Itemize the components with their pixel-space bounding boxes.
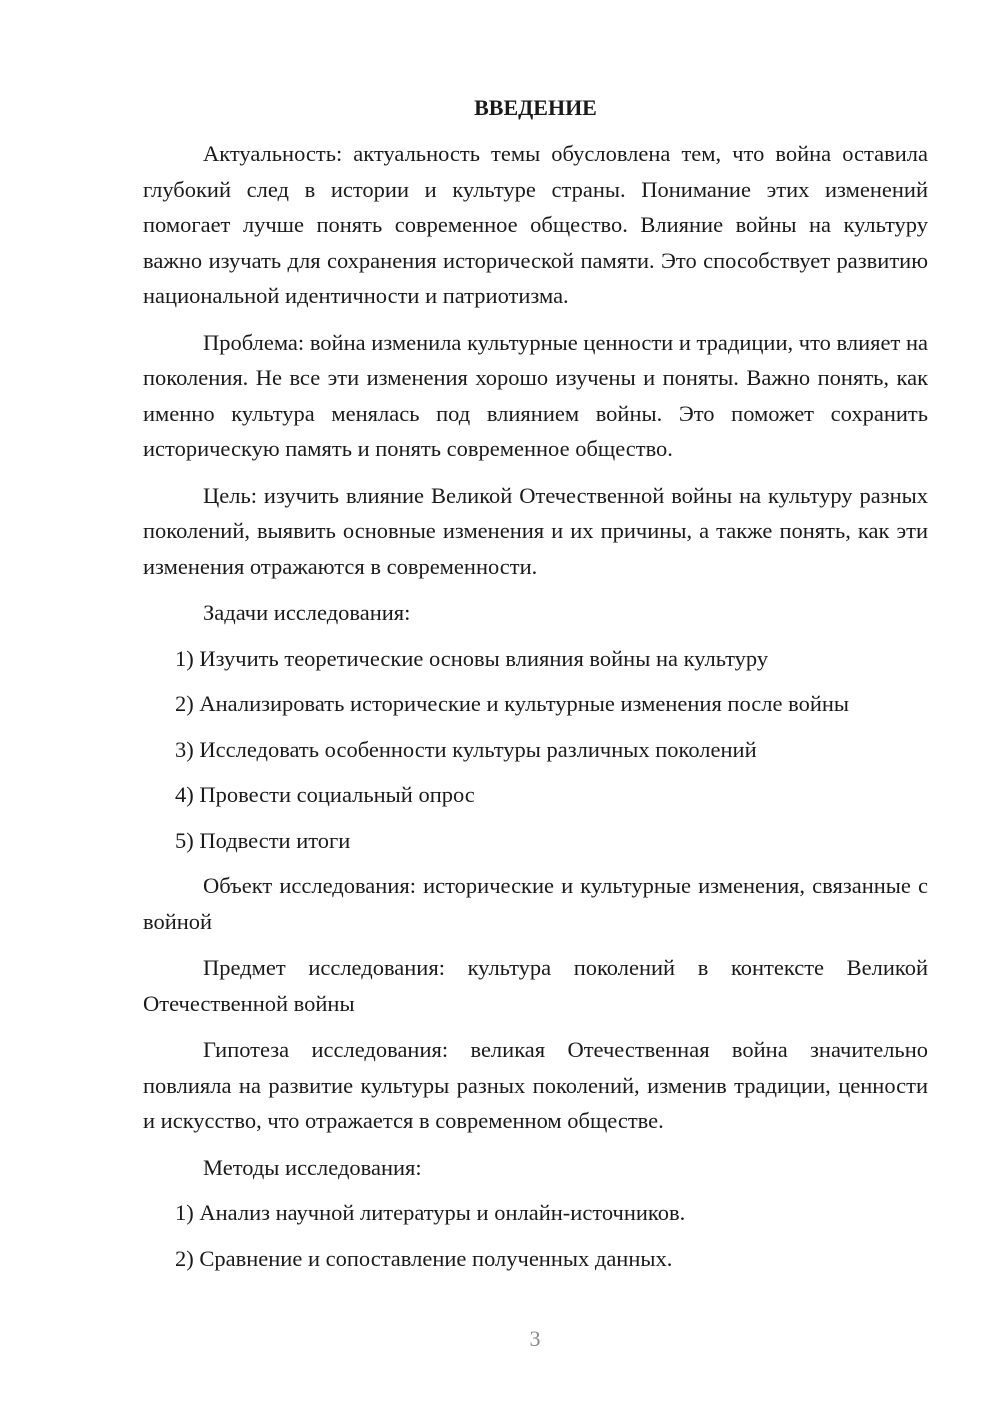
subject-paragraph: Предмет исследования: культура поколений в контексте Великой Отечественной войны	[143, 955, 928, 1016]
task-item: 3) Исследовать особенности культуры различных поколений	[175, 736, 757, 762]
goal-paragraph: Цель: изучить влияние Великой Отечественной войны на культуру разных поколений, выявить основные изменения и их причины, а также понять, как эти изменения отражаются в современности.	[143, 482, 928, 579]
page-title: ВВЕДЕНИЕ	[474, 95, 597, 120]
tasks-label: Задачи исследования:	[203, 600, 411, 625]
task-item: 5) Подвести итоги	[175, 827, 351, 853]
task-item: 1) Изучить теоретические основы влияния войны на культуру	[175, 645, 769, 671]
hypothesis-paragraph: Гипотеза исследования: великая Отечественная война значительно повлияла на развитие культуры разных поколений, изменив традиции, ценности и искусство, что отражается в современном обществе.	[143, 1037, 928, 1133]
problem-paragraph: Проблема: война изменила культурные ценности и традиции, что влияет на поколения. Не все эти изменения хорошо изучены и поняты. Важно понять, как именно культура менялась под влиянием войны. Это поможет сохранить историческую память и понять современное общество.	[143, 329, 928, 461]
object-paragraph: Объект исследования: исторические и культурные изменения, связанные с войной	[143, 873, 928, 934]
method-item: 1) Анализ научной литературы и онлайн-источников.	[175, 1200, 686, 1225]
task-item: 4) Провести социальный опрос	[175, 782, 475, 807]
methods-label: Методы исследования:	[203, 1154, 422, 1180]
method-item: 2) Сравнение и сопоставление полученных данных.	[175, 1245, 673, 1271]
relevance-paragraph: Актуальность: актуальность темы обусловлена тем, что война оставила глубокий след в истории и культуре страны. Понимание этих изменений помогает лучше понять современное общество. Влияние войны на культуру важно изучать для сохранения исторической памяти. Это способствует развитию национальной идентичности и патриотизма.	[143, 141, 928, 308]
task-item: 2) Анализировать исторические и культурные изменения после войны	[175, 691, 850, 716]
page-content	[143, 92, 928, 1286]
page-number: 3	[529, 1326, 541, 1351]
